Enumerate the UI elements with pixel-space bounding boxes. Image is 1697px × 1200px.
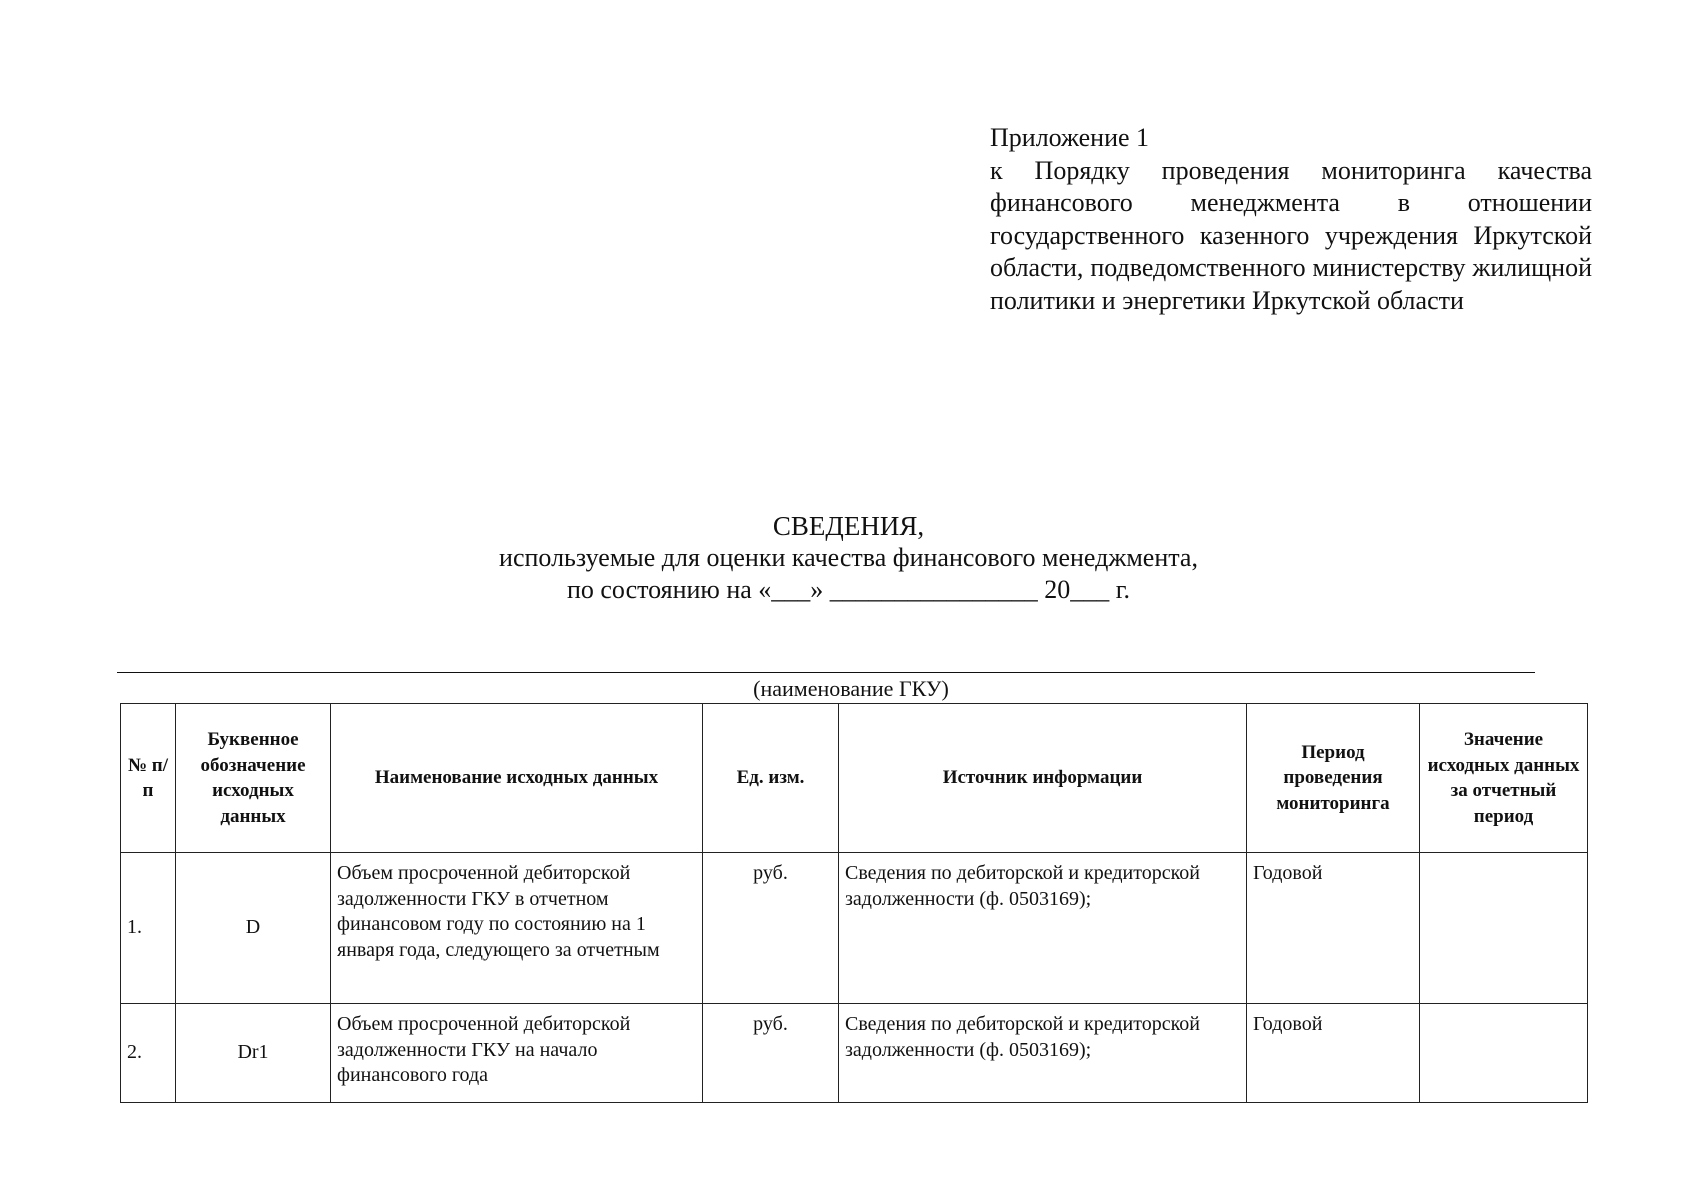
row-period: Годовой xyxy=(1247,853,1420,1004)
org-name-caption: (наименование ГКУ) xyxy=(753,676,949,701)
header-number: № п/п xyxy=(121,704,176,853)
page-subtitle: используемые для оценки качества финансового менеджмента, xyxy=(499,543,1198,572)
header-period: Период проведения мониторинга xyxy=(1247,704,1420,853)
row-unit: руб. xyxy=(703,1004,839,1103)
table-row xyxy=(121,853,1588,1004)
document-heading xyxy=(0,510,1697,606)
row-code: D xyxy=(176,853,331,1004)
appendix-block xyxy=(990,122,1592,317)
source-data-table xyxy=(120,703,1588,1103)
appendix-title: Приложение 1 xyxy=(990,123,1150,152)
row-source: Сведения по дебиторской и кредиторской задолженности (ф. 0503169); xyxy=(839,1004,1247,1103)
header-value: Значение исходных данных за отчетный период xyxy=(1420,704,1588,853)
row-period: Годовой xyxy=(1247,1004,1420,1103)
appendix-text: к Порядку проведения мониторинга качества финансового менеджмента в отношении государственного казенного учреждения Иркутской области, подведомственного министерству жилищной политики и энергетики Иркутской области xyxy=(990,155,1592,315)
row-code: Dr1 xyxy=(176,1004,331,1103)
row-value xyxy=(1420,1004,1588,1103)
header-source: Источник информации xyxy=(839,704,1247,853)
org-name-line xyxy=(117,672,1535,673)
page-title: СВЕДЕНИЯ, xyxy=(772,511,925,541)
row-name: Объем просроченной дебиторской задолженности ГКУ на начало финансового года xyxy=(331,1004,703,1103)
row-unit: руб. xyxy=(703,853,839,1004)
header-unit: Ед. изм. xyxy=(703,704,839,853)
table-row xyxy=(121,1004,1588,1103)
table-header-row xyxy=(121,704,1588,853)
row-name: Объем просроченной дебиторской задолженности ГКУ в отчетном финансовом году по состоянию на 1 января года, следующего за отчетным xyxy=(331,853,703,1004)
header-code: Буквенное обозначение исходных данных xyxy=(176,704,331,853)
row-number: 1. xyxy=(121,853,176,1004)
date-line: по состоянию на «___» ________________ 20___ г. xyxy=(566,575,1131,604)
row-source: Сведения по дебиторской и кредиторской задолженности (ф. 0503169); xyxy=(839,853,1247,1004)
row-value xyxy=(1420,853,1588,1004)
header-name: Наименование исходных данных xyxy=(331,704,703,853)
row-number: 2. xyxy=(121,1004,176,1103)
